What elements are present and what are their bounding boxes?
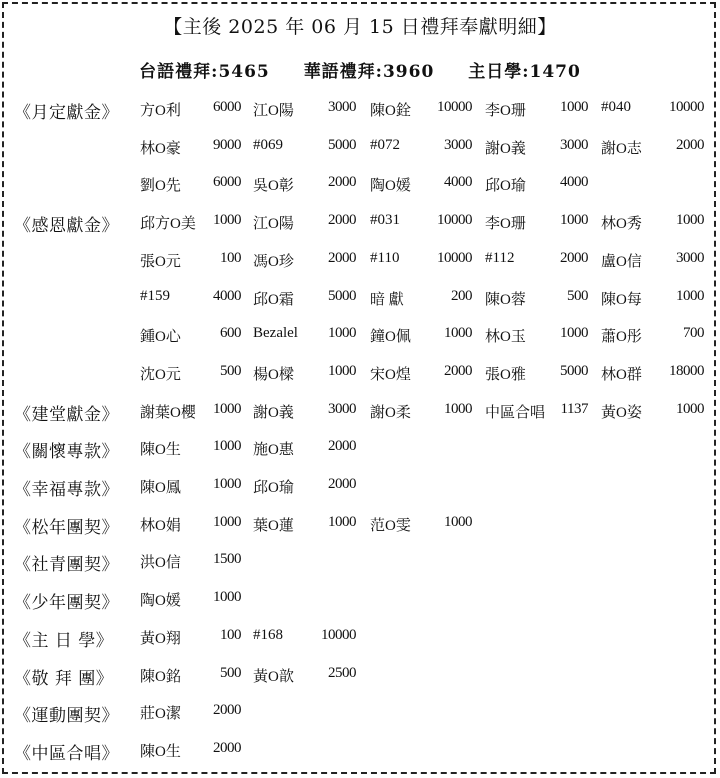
donation-amount: 500 [567, 288, 588, 304]
donation-amount: 100 [220, 250, 241, 266]
donation-amount: 200 [451, 288, 472, 304]
donor-name: 陶O媛 [140, 593, 181, 609]
donor-name: 陳O鳳 [140, 480, 181, 496]
stat-label: 台語禮拜: [139, 62, 219, 82]
donor-name: 黃O歆 [253, 669, 294, 685]
donor-name: 陳O生 [140, 744, 181, 760]
donation-amount: 2000 [328, 250, 356, 266]
donor-name: #110 [370, 250, 400, 266]
ledger-row [0, 739, 720, 769]
donation-amount: 2000 [213, 702, 241, 718]
donor-name: 洪O信 [140, 555, 181, 571]
donor-name: 范O雯 [370, 518, 411, 534]
donor-name: 江O陽 [253, 216, 294, 232]
donation-amount: 3000 [328, 401, 356, 417]
donation-amount: 1000 [213, 212, 241, 228]
donation-amount: 1000 [444, 401, 472, 417]
donation-amount: 3000 [328, 99, 356, 115]
donor-name: 暗 獻 [370, 292, 404, 308]
donor-name: 盧O信 [601, 254, 642, 270]
category-label: 《中區合唱》 [14, 744, 119, 764]
donation-amount: 10000 [669, 99, 704, 115]
donation-amount: 10000 [437, 250, 472, 266]
donor-name: 宋O煌 [370, 367, 411, 383]
donation-amount: 1000 [444, 514, 472, 530]
donor-name: 方O利 [140, 103, 181, 119]
donation-amount: 10000 [437, 99, 472, 115]
donation-amount: 1137 [560, 401, 588, 417]
donation-amount: 1000 [328, 363, 356, 379]
donation-amount: 600 [220, 325, 241, 341]
donation-amount: 10000 [437, 212, 472, 228]
donor-name: #159 [140, 288, 170, 304]
category-label: 《建堂獻金》 [14, 405, 119, 425]
donation-amount: 18000 [669, 363, 704, 379]
donor-name: 陳O蓉 [485, 292, 526, 308]
ledger-row [0, 211, 720, 241]
donor-name: 馮O珍 [253, 254, 294, 270]
ledger-row [0, 173, 720, 203]
donation-amount: 700 [683, 325, 704, 341]
donation-amount: 2000 [328, 212, 356, 228]
donor-name: #040 [601, 99, 631, 115]
stat-mandarin-service [304, 57, 435, 82]
donor-name: 江O陽 [253, 103, 294, 119]
stat-value: 1470 [529, 62, 581, 82]
ledger-row [0, 475, 720, 505]
ledger-row [0, 701, 720, 731]
donor-name: #069 [253, 137, 283, 153]
category-label: 《松年團契》 [14, 518, 119, 538]
donation-amount: 500 [220, 665, 241, 681]
donation-amount: 4000 [213, 288, 241, 304]
donor-name: 林O玉 [485, 329, 526, 345]
donation-amount: 1000 [213, 589, 241, 605]
ledger-row [0, 287, 720, 317]
ledger-row [0, 324, 720, 354]
category-label: 《關懷專款》 [14, 442, 119, 462]
donor-name: 鐘O佩 [370, 329, 411, 345]
ledger-row [0, 588, 720, 618]
donor-name: 黃O翔 [140, 631, 181, 647]
donor-name: #112 [485, 250, 515, 266]
donor-name: 林O群 [601, 367, 642, 383]
donor-name: 陳O銓 [370, 103, 411, 119]
donor-name: 張O雅 [485, 367, 526, 383]
donation-amount: 2000 [328, 438, 356, 454]
category-label: 《幸福專款》 [14, 480, 119, 500]
donation-amount: 4000 [444, 174, 472, 190]
donation-amount: 1000 [560, 99, 588, 115]
donor-name: #072 [370, 137, 400, 153]
donor-name: 陳O每 [601, 292, 642, 308]
donor-name: 林O秀 [601, 216, 642, 232]
donation-amount: 1000 [676, 401, 704, 417]
donation-amount: 100 [220, 627, 241, 643]
donor-name: 邱方O美 [140, 216, 196, 232]
donation-amount: 1000 [213, 401, 241, 417]
category-label: 《運動團契》 [14, 706, 119, 726]
donation-amount: 1000 [560, 212, 588, 228]
donor-name: 中區合唱 [485, 405, 546, 421]
ledger-row [0, 626, 720, 656]
stat-label: 華語禮拜: [303, 62, 383, 82]
donor-name: 謝O志 [601, 141, 642, 157]
donor-name: 莊O潔 [140, 706, 181, 722]
donation-amount: 1000 [213, 514, 241, 530]
donor-name: 張O元 [140, 254, 181, 270]
donation-amount: 2000 [560, 250, 588, 266]
donation-amount: 9000 [213, 137, 241, 153]
category-label: 《少年團契》 [14, 593, 119, 613]
donation-amount: 1000 [328, 514, 356, 530]
donation-amount: 5000 [560, 363, 588, 379]
donation-amount: 3000 [444, 137, 472, 153]
donation-amount: 1000 [676, 288, 704, 304]
ledger-row [0, 664, 720, 694]
donor-name: 李O珊 [485, 216, 526, 232]
donation-amount: 2000 [444, 363, 472, 379]
donation-amount: 3000 [560, 137, 588, 153]
category-label: 《主 日 學》 [14, 631, 114, 651]
donor-name: #168 [253, 627, 283, 643]
donor-name: 謝O義 [485, 141, 526, 157]
donation-amount: 2000 [328, 174, 356, 190]
donation-amount: 6000 [213, 99, 241, 115]
category-label: 《感恩獻金》 [14, 216, 119, 236]
ledger-row [0, 362, 720, 392]
donor-name: Bezalel [253, 325, 298, 341]
ledger-row [0, 136, 720, 166]
donor-name: 鍾O心 [140, 329, 181, 345]
ledger-row [0, 550, 720, 580]
donation-amount: 6000 [213, 174, 241, 190]
ledger-row [0, 400, 720, 430]
donor-name: 施O惠 [253, 442, 294, 458]
attendance-summary [0, 57, 720, 82]
ledger-row [0, 513, 720, 543]
stat-taiwanese-service [139, 57, 270, 82]
donor-name: 蕭O彤 [601, 329, 642, 345]
donor-name: 謝葉O櫻 [140, 405, 196, 421]
donor-name: 吳O彰 [253, 178, 294, 194]
donor-name: 林O豪 [140, 141, 181, 157]
donor-name: 劉O先 [140, 178, 181, 194]
donation-amount: 10000 [321, 627, 356, 643]
donor-name: 陳O生 [140, 442, 181, 458]
donor-name: 黃O姿 [601, 405, 642, 421]
category-label: 《社青團契》 [14, 555, 119, 575]
donor-name: 陳O銘 [140, 669, 181, 685]
donation-amount: 2000 [328, 476, 356, 492]
donation-amount: 1500 [213, 551, 241, 567]
donation-amount: 1000 [213, 476, 241, 492]
donor-name: 謝O義 [253, 405, 294, 421]
donation-amount: 4000 [560, 174, 588, 190]
donor-name: 葉O蓮 [253, 518, 294, 534]
donor-name: 李O珊 [485, 103, 526, 119]
donation-amount: 2000 [676, 137, 704, 153]
donor-name: 陶O媛 [370, 178, 411, 194]
category-label: 《月定獻金》 [14, 103, 119, 123]
donor-name: 邱O霜 [253, 292, 294, 308]
ledger-row [0, 249, 720, 279]
stat-sunday-school [468, 57, 581, 82]
donation-amount: 500 [220, 363, 241, 379]
donation-amount: 2500 [328, 665, 356, 681]
donor-name: 邱O瑜 [253, 480, 294, 496]
donor-name: #031 [370, 212, 400, 228]
donation-amount: 1000 [676, 212, 704, 228]
donor-name: 邱O瑜 [485, 178, 526, 194]
stat-label: 主日學: [468, 62, 530, 82]
donation-amount: 1000 [444, 325, 472, 341]
donation-amount: 5000 [328, 288, 356, 304]
donation-amount: 5000 [328, 137, 356, 153]
donation-amount: 2000 [213, 740, 241, 756]
stat-value: 3960 [382, 62, 435, 82]
donation-amount: 1000 [213, 438, 241, 454]
page-title: 【主後 2025 年 06 月 15 日禮拜奉獻明細】 [163, 16, 557, 38]
donation-amount: 1000 [328, 325, 356, 341]
category-label: 《敬 拜 團》 [14, 669, 114, 689]
stat-value: 5465 [218, 62, 270, 82]
donor-name: 謝O柔 [370, 405, 411, 421]
donor-name: 楊O樑 [253, 367, 294, 383]
ledger-row [0, 437, 720, 467]
ledger-row [0, 98, 720, 128]
donation-amount: 3000 [676, 250, 704, 266]
donor-name: 林O娟 [140, 518, 181, 534]
donation-amount: 1000 [560, 325, 588, 341]
donor-name: 沈O元 [140, 367, 181, 383]
